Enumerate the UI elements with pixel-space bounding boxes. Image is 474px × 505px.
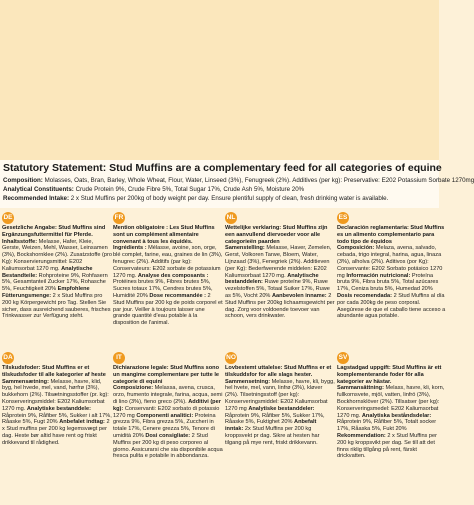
composition-line: Composition: Molasses, Oats, Bran, Barley, Whole Wheat, Flour, Water, Linseed (3%), Fenugreek (2%). Additives (per kg): Preservative: E202 Potassium Sorbate 1270mg (3, 177, 474, 184)
language-code-badge: NL (225, 212, 237, 224)
language-panel-nl (225, 212, 335, 354)
language-panel-fr (113, 212, 223, 354)
language-code-badge: FR (113, 212, 125, 224)
panel-heading: Mention obligatoire : Les Stud Muffins sont un complément alimentaire convenant à tous les équidés. (113, 225, 215, 245)
language-code-badge: ES (337, 212, 349, 224)
language-code-badge: SV (337, 352, 349, 364)
panel-heading: Lovbestemt uttalelse: Stud Muffins er et tilskuddsfor for alle slags hester. (225, 365, 332, 378)
panel-text: Sammansättning: Melass, havre, kli, korn, fullkornsvete, mjöl, vatten, linfrö (3%), Bockhornsklöver (2%). Tillsatser (per kg): Konserveringsmedel: E202 Kaliumsorbat 1270 mg. Analytiska beståndsdelar: Råprotein 9%, Råfiber 5%, Totalt socker 17%, Råaska 5%, Fukt 20% Rekommendation: 2 x Stud Muffins per 200 kg kroppsvikt per dag. Se till att det finns riklig tillgång på rent, färskt drickvatten. (337, 385, 445, 460)
panel-text: Composizione: Melassa, avena, crusca, orzo, frumento integrale, farina, acqua, semi di lino (3%), fieno greco (2%). Additivi (per kg): Conservanti: E202 sorbato di potassio 1270 mg Componenti analitici: Proteina grezza 9%, Fibra grezza 5%, Zuccheri in totale 17%, Cenere grezza 5%, Tenore di umidità 20% Dosi consigliate: 2 Stud Muffins per 200 kg di peso corporeo al giorno. Assicurarsi che sia disponibile acqua fresca pulita e potabile in abbondanza. (113, 385, 223, 460)
statement-title: Statutory Statement: Stud Muffins are a complementary feed for all categories of equine (3, 162, 442, 174)
language-panel-de (2, 212, 112, 354)
product-packaging-band (0, 0, 439, 160)
language-panel-it (113, 352, 223, 494)
panel-heading: Declaración reglamentaria: Stud Muffins es un alimento complementario para todo tipo de équidos (337, 225, 445, 245)
language-code-badge: DE (2, 212, 14, 224)
language-panel-sv (337, 352, 447, 494)
language-code-badge: IT (113, 352, 125, 364)
panel-text: Inhaltsstoffe: Melasse, Hafer, Kleie, Gerste, Weizen, Mehl, Wasser, Leinsamen (3%), Bockshornklee (2%). Zusatzstoffe (pro Kg): Konservierungsmittel: E202 Kaliumsorbat 1270 mg. Analytische Bestandteile: Rohproteine 9%, Rohfasern 5%, Gesamtanteil Zucker 17%, Rohasche 5%, Feuchtigkeit 20% Empfohlene Fütterungsmenge: 2 x Stud Muffins pro 200 kg Körpergewicht pro Tag. Stellen Sie sicher, dass ausreichend sauberes, frisches Trinkwasser zur Verfügung steht. (2, 238, 112, 320)
panel-heading: Lagstadgad uppgift: Stud Muffins är ett komplementerande foder för alla kategorier av hästar. (337, 365, 442, 385)
language-code-badge: NO (225, 352, 237, 364)
panel-text: Sammensetning: Melasse, havre, kli, bygg, hel hvete, mel, vann, linfrø (3%), kløver (2%). Tilsetningsstoff (per kg): Konserveringsmiddel: E202 Kaliumsorbat 1270 mg Analytiske bestanddeler: Råprotein 9%, Råfiber 5%, Sukker 17%, Råaske 5%, Fuktighet 20% Anbefalt inntak: 2x Stud Muffins per 200 kg kroppsvekt pr dag. Sikre at hesten har tilgang på mye rent, friskt drikkevann. (225, 378, 335, 446)
language-code-badge: DA (2, 352, 14, 364)
panel-text: Sammensætning: Melasse, havre, klid, byg, hel hvede, mel, vand, hørfrø (3%), bukkehorn (2%). Tilsætningsstoffer (pr. kg): Konserveringsmiddel: E202 Kaliumsorbat 1270 mg. Analytiske bestanddele: Råprotein 9%, Råfiber 5%, Sukker i alt 17%, Råaske 5%, Fugt 20% Anbefalet indtag: 2 x Stud muffins per 200 kg legemsvægt per dag. Heste bør altid have rent og friskt drikkevand til rådighed. (2, 378, 112, 446)
panel-text: Ingrédients : Mélasse, avoine, son, orge, blé complet, farine, eau, graines de lin (3%), fenugrec (2%). Additifs (par kg): Conservateurs: E202 sorbate de potassium 1270 mg. Analyse des composants : Protéines brutes 9%, Fibres brutes 5%, Sucres totaux 17%, Cendres brutes 5%, Humidité 20% Dose recommandée : 2 Stud Muffins par 200 kg de poids corporel et par jour. Veiller à toujours laisser une grande quantité d'eau potable à la disposition de l'animal. (113, 245, 223, 327)
constituents-line: Analytical Constituents: Crude Protein 9%, Crude Fibre 5%, Total Sugar 17%, Crude Ash 5%, Moisture 20% (3, 186, 305, 193)
panel-heading: Dichiarazione legale: Stud Muffins sono un mangime complementare per tutte le categorie di equini (113, 365, 219, 385)
panel-heading: Wettelijke verklaring: Stud Muffins zijn een aanvullend diervoeder voor alle categorieën paarden (225, 225, 328, 245)
panel-text: Composición: Melaza, avena, salvado, cebada, trigo integral, harina, agua, linaza (3%), alholva (2%). Aditivos (por Kg): Conservante: E202 Sorbato potásico 1270 mg Información nutricional: Proteína bruta 9%, Fibra bruta 5%, Total azúcares 17%, Ceniza bruta 5%, Humedad 20% Dosis recomendada: 2 Stud Muffins al día por cada 200kg de peso corporal. Asegúrese de que el caballo tiene acceso a abundante agua potable. (337, 245, 446, 320)
panel-text: Samenstelling: Melasse, Haver, Zemelen, Gerst, Volkoren Tarwe, Bloem, Water, Lijnzaad (3%), Fenegriek (2%). Additieven (per Kg): Bederfwerende middelen: E202 Kaliumsorbaat 1270 mg. Analytische bestanddelen: Ruwe proteïne 9%, Ruwe vezelstoffen 5%, Totaal Suiker 17%, Ruwe as 5%, Vocht 20% Aanbevolen inname: 2 Stud Muffins per 200kg lichaamsgewicht per dag. Zorg voor voldoende toevoer van schoon, vers drinkwater. (225, 245, 335, 320)
language-panel-da (2, 352, 112, 494)
panel-heading: Gesetzliche Angabe: Stud Muffins sind Ergänzungsfuttermittel für Pferde. (2, 225, 106, 238)
intake-line: Recommended Intake: 2 x Stud Muffins per 200kg of body weight per day. Ensure plentiful supply of clean, fresh drinking water is available. (3, 195, 389, 202)
panel-heading: Tilskudsfoder: Stud Muffins er et tilskudsfoder til alle kategorier af heste (2, 365, 106, 378)
language-panel-es (337, 212, 447, 354)
language-panel-no (225, 352, 335, 494)
